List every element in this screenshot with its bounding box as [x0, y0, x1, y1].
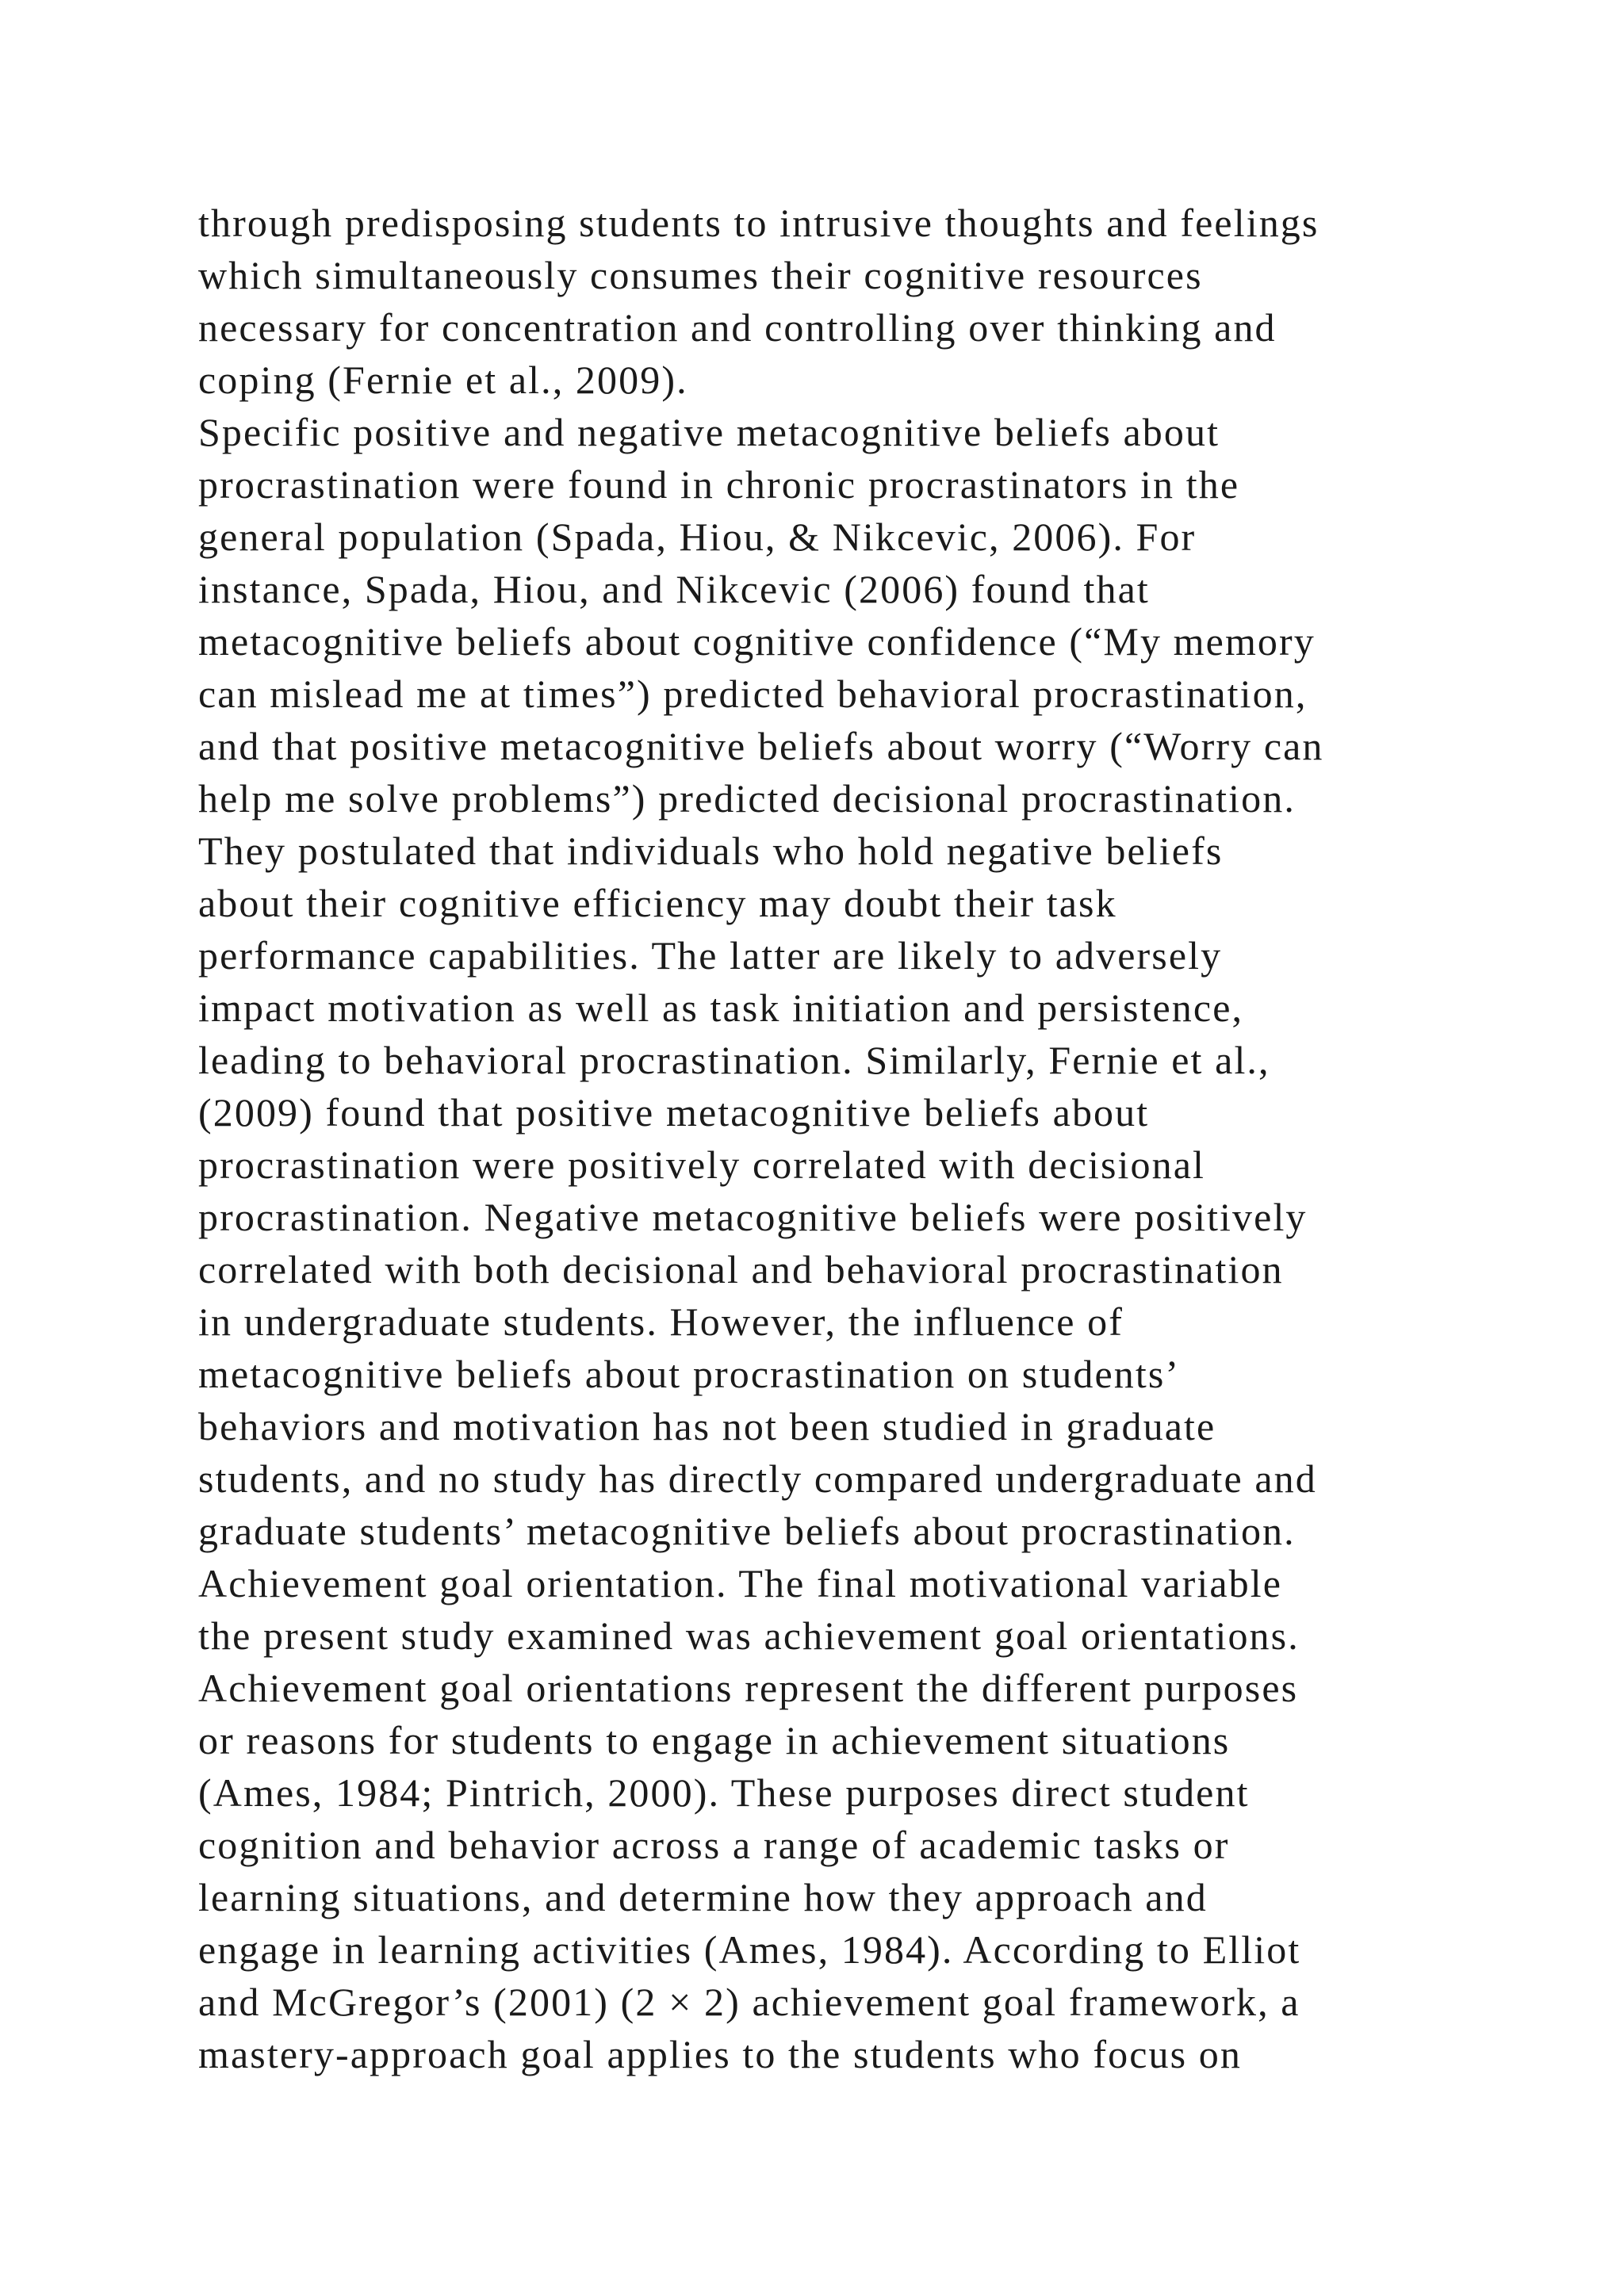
text-line: general population (Spada, Hiou, & Nikcevic, 2006). For	[198, 515, 1197, 559]
text-line: can mislead me at times”) predicted behavioral procrastination,	[198, 672, 1308, 716]
text-line: help me solve problems”) predicted decisional procrastination.	[198, 776, 1296, 821]
text-line: Specific positive and negative metacognitive beliefs about	[198, 410, 1220, 454]
text-line: impact motivation as well as task initiation and persistence,	[198, 985, 1244, 1030]
text-line: (Ames, 1984; Pintrich, 2000). These purposes direct student	[198, 1770, 1250, 1815]
text-line: in undergraduate students. However, the influence of	[198, 1299, 1124, 1344]
text-line: mastery-approach goal applies to the students who focus on	[198, 2032, 1242, 2076]
text-line: learning situations, and determine how they approach and	[198, 1875, 1208, 1919]
text-line: coping (Fernie et al., 2009).	[198, 358, 688, 402]
text-line: metacognitive beliefs about cognitive confidence (“My memory	[198, 619, 1316, 664]
text-line: or reasons for students to engage in achievement situations	[198, 1718, 1231, 1762]
text-line: instance, Spada, Hiou, and Nikcevic (2006) found that	[198, 567, 1150, 611]
text-line: Achievement goal orientations represent the different purposes	[198, 1666, 1299, 1710]
text-line: and McGregor’s (2001) (2 × 2) achievement goal framework, a	[198, 1980, 1300, 2024]
text-line: through predisposing students to intrusive thoughts and feelings	[198, 201, 1320, 245]
text-line: graduate students’ metacognitive beliefs about procrastination.	[198, 1509, 1296, 1553]
text-line: necessary for concentration and controlling over thinking and	[198, 305, 1277, 350]
text-line: and that positive metacognitive beliefs about worry (“Worry can	[198, 724, 1324, 768]
text-line: (2009) found that positive metacognitive beliefs about	[198, 1090, 1150, 1135]
text-line: engage in learning activities (Ames, 1984). According to Elliot	[198, 1927, 1301, 1972]
text-line: procrastination were positively correlated with decisional	[198, 1142, 1206, 1187]
text-line: They postulated that individuals who hold negative beliefs	[198, 828, 1224, 873]
text-line: procrastination. Negative metacognitive beliefs were positively	[198, 1195, 1308, 1239]
text-line: students, and no study has directly compared undergraduate and	[198, 1456, 1317, 1501]
text-line: the present study examined was achievement goal orientations.	[198, 1613, 1300, 1658]
text-line: behaviors and motivation has not been studied in graduate	[198, 1404, 1216, 1448]
body-text	[198, 197, 1546, 2080]
text-line: procrastination were found in chronic procrastinators in the	[198, 462, 1240, 507]
text-line: correlated with both decisional and behavioral procrastination	[198, 1247, 1284, 1292]
text-line: Achievement goal orientation. The final motivational variable	[198, 1561, 1283, 1605]
text-line: performance capabilities. The latter are likely to adversely	[198, 933, 1223, 978]
text-line: which simultaneously consumes their cognitive resources	[198, 253, 1203, 297]
text-line: cognition and behavior across a range of academic tasks or	[198, 1823, 1230, 1867]
text-line: leading to behavioral procrastination. Similarly, Fernie et al.,	[198, 1038, 1270, 1082]
text-line: metacognitive beliefs about procrastination on students’	[198, 1352, 1181, 1396]
text-line: about their cognitive efficiency may doubt their task	[198, 881, 1117, 925]
